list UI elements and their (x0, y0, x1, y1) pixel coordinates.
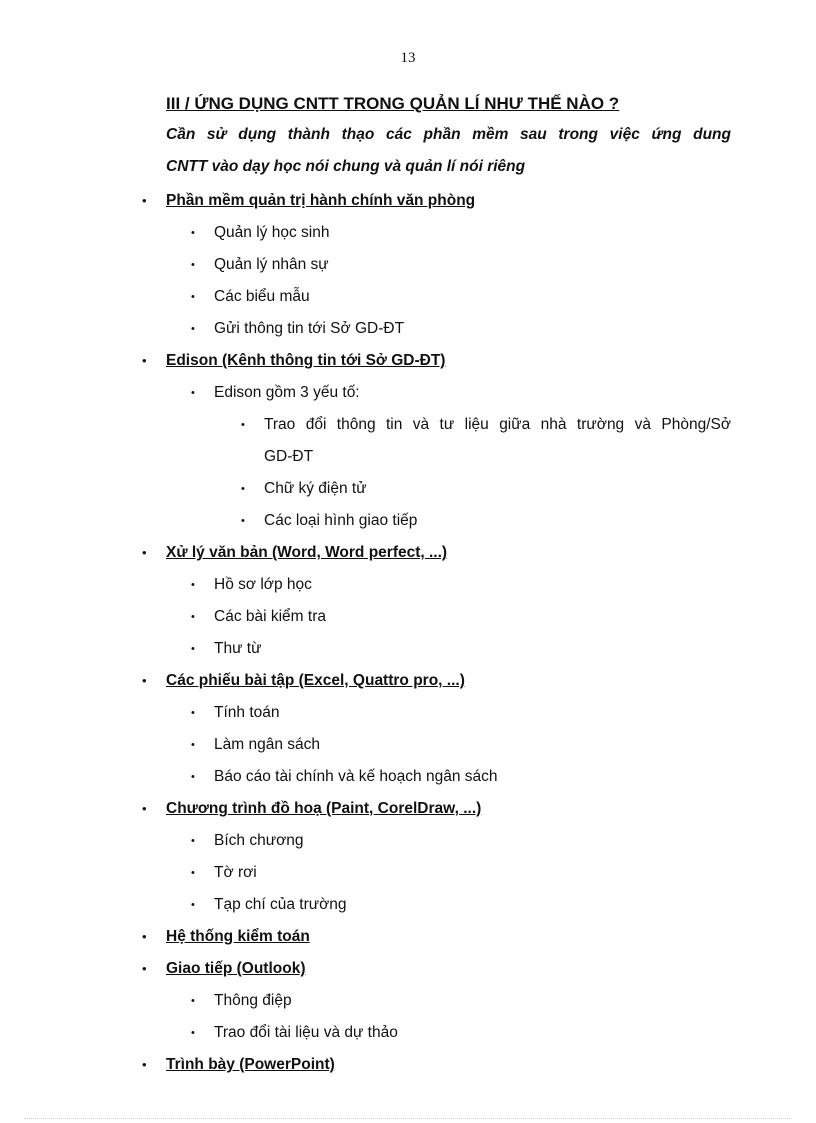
bullet-icon: • (191, 899, 195, 911)
bullet-icon: • (142, 353, 147, 368)
list-item-text: Trao đổi tài liệu và dự thảo (214, 1024, 398, 1041)
list-item-heading (0, 797, 816, 829)
list-item-text: Xử lý văn bản (Word, Word perfect, ...) (166, 544, 448, 561)
bullet-icon: • (241, 515, 245, 527)
list-item (0, 573, 816, 605)
sub-list-item (0, 477, 816, 509)
list-item-heading (0, 349, 816, 381)
list-item-heading (0, 1053, 816, 1085)
sub-list-item (0, 413, 816, 445)
bullet-icon: • (191, 707, 195, 719)
page-number: 13 (400, 50, 416, 66)
list-item-text: Trao đổi thông tin và tư liệu giữa nhà trường và Phòng/Sở (264, 416, 731, 433)
software-list (0, 189, 816, 1085)
list-item-heading (0, 669, 816, 701)
list-item-text: Thông điệp (214, 992, 292, 1009)
list-item-text: Tạp chí của trường (214, 896, 347, 913)
bullet-icon: • (191, 995, 195, 1007)
list-item (0, 381, 816, 413)
bullet-icon: • (241, 419, 245, 431)
list-item (0, 701, 816, 733)
list-item (0, 765, 816, 797)
bullet-icon: • (191, 835, 195, 847)
bullet-icon: • (191, 739, 195, 751)
bullet-icon: • (142, 673, 147, 688)
list-item-text: Quản lý học sinh (214, 224, 330, 241)
list-item-text: GD-ĐT (264, 448, 314, 465)
list-item-text: Edison gồm 3 yếu tố: (214, 384, 360, 401)
list-item-text: Bích chương (214, 832, 304, 849)
list-item-text: Chữ ký điện tử (264, 480, 367, 497)
list-item-text: Các phiếu bài tập (Excel, Quattro pro, ...) (166, 672, 465, 689)
bullet-icon: • (191, 579, 195, 591)
bullet-icon: • (191, 643, 195, 655)
list-item (0, 285, 816, 317)
bullet-icon: • (142, 801, 147, 816)
list-item-text: Trình bày (PowerPoint) (166, 1056, 335, 1073)
bullet-icon: • (191, 227, 195, 239)
list-item-text: Các biểu mẫu (214, 288, 310, 305)
bullet-icon: • (191, 323, 195, 335)
bullet-icon: • (142, 545, 147, 560)
list-item-text: Thư từ (214, 640, 262, 657)
bullet-icon: • (191, 611, 195, 623)
list-item-text: Các bài kiểm tra (214, 608, 326, 625)
list-item-text: Edison (Kênh thông tin tới Sở GD-ĐT) (166, 352, 446, 369)
list-item-text: Gửi thông tin tới Sở GD-ĐT (214, 320, 405, 337)
intro-line-1: Cần sử dụng thành thạo các phần mềm sau trong việc ứng dung (166, 126, 731, 143)
list-item-text: Hồ sơ lớp học (214, 576, 312, 593)
intro-line-2: CNTT vào dạy học nói chung và quản lí nói riêng (166, 158, 526, 175)
list-item (0, 221, 816, 253)
bullet-icon: • (241, 483, 245, 495)
list-item (0, 733, 816, 765)
sub-list-item (0, 445, 816, 477)
list-item-text: Báo cáo tài chính và kế hoạch ngân sách (214, 768, 498, 785)
page-bottom-border (24, 1118, 792, 1119)
list-item-heading (0, 925, 816, 957)
bullet-icon: • (191, 387, 195, 399)
list-item (0, 253, 816, 285)
bullet-icon: • (142, 193, 147, 208)
sub-list-item (0, 509, 816, 541)
bullet-icon: • (191, 867, 195, 879)
list-item-text: Làm ngân sách (214, 736, 320, 753)
list-item-text: Giao tiếp (Outlook) (166, 960, 306, 977)
bullet-icon: • (142, 961, 147, 976)
list-item-heading (0, 189, 816, 221)
bullet-icon: • (191, 259, 195, 271)
list-item-text: Các loại hình giao tiếp (264, 512, 418, 529)
list-item (0, 893, 816, 925)
list-item (0, 861, 816, 893)
list-item-text: Tờ rơi (214, 864, 257, 881)
list-item (0, 829, 816, 861)
bullet-icon: • (142, 1057, 147, 1072)
list-item-text: Quản lý nhân sự (214, 256, 329, 273)
bullet-icon: • (191, 1027, 195, 1039)
list-item (0, 317, 816, 349)
list-item (0, 605, 816, 637)
section-heading: III / ỨNG DỤNG CNTT TRONG QUẢN LÍ NHƯ THẾ NÀO ? (166, 94, 620, 113)
list-item-text: Tính toán (214, 704, 280, 721)
list-item-text: Hệ thống kiểm toán (166, 928, 310, 945)
list-item-heading (0, 541, 816, 573)
list-item-text: Phần mềm quản trị hành chính văn phòng (166, 192, 476, 209)
list-item (0, 989, 816, 1021)
bullet-icon: • (191, 291, 195, 303)
list-item-heading (0, 957, 816, 989)
bullet-icon: • (191, 771, 195, 783)
bullet-icon: • (142, 929, 147, 944)
list-item-text: Chương trình đồ hoạ (Paint, CorelDraw, ...) (166, 800, 482, 817)
list-item (0, 1021, 816, 1053)
list-item (0, 637, 816, 669)
